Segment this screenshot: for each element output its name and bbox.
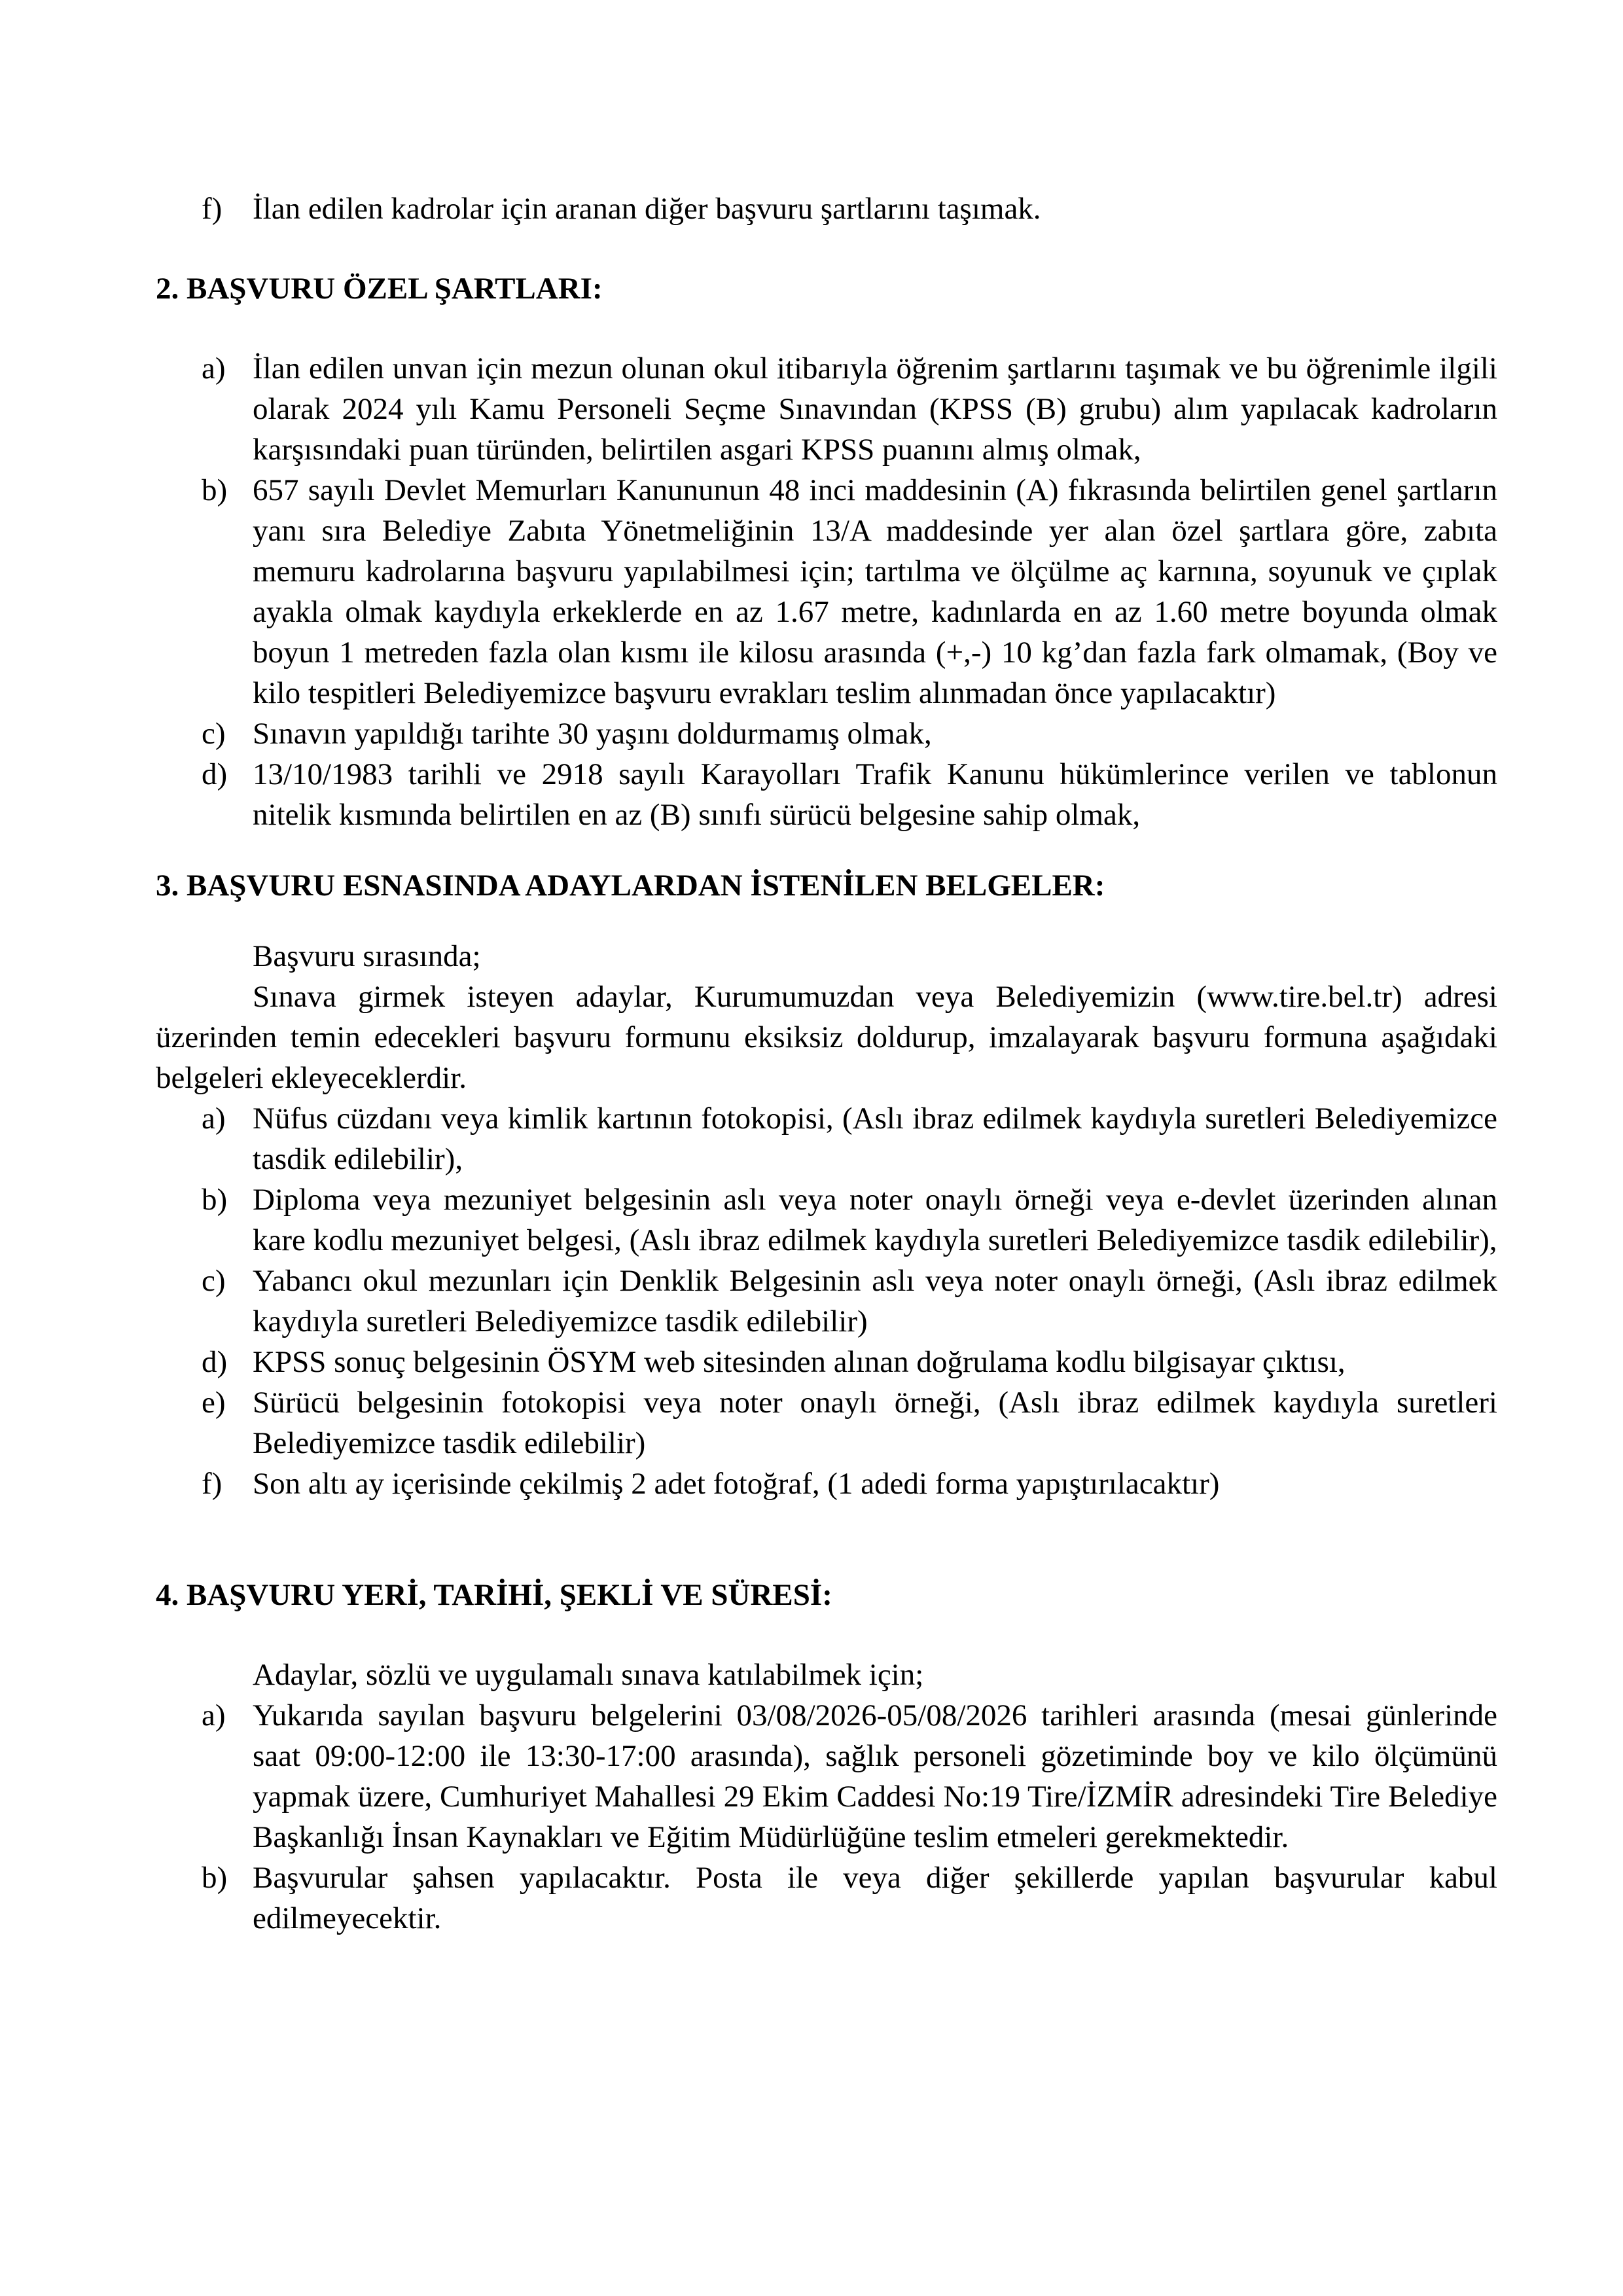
list-marker: d) — [202, 1345, 228, 1379]
list-item-text: Sürücü belgesinin fotokopisi veya noter onaylı örneği, (Aslı ibraz edilmek kaydıyla suretleri Belediyemizce tasdik edilebilir) — [253, 1386, 1497, 1460]
section-3-item-a — [156, 1098, 1497, 1179]
list-marker: f) — [202, 1467, 223, 1501]
list-marker: b) — [202, 473, 228, 507]
section-4-intro: Adaylar, sözlü ve uygulamalı sınava katılabilmek için; — [253, 1658, 924, 1692]
section-3-intro: Başvuru sırasında; — [253, 939, 481, 973]
list-item-text: 657 sayılı Devlet Memurları Kanununun 48 inci maddesinin (A) fıkrasında belirtilen genel şartların yanı sıra Belediye Zabıta Yönetmeliğinin 13/A maddesinde yer alan özel şartlara göre, zabıta memuru kadrolarına başvuru yapılabilmesi için; tartılma ve ölçülme aç karnına, soyunuk ve çıplak ayakla olmak kaydıyla erkeklerde en az 1.67 metre, kadınlarda en az 1.60 metre boyunda olmak boyun 1 metreden fazla olan kısmı ile kilosu arasında (+,-) 10 kg’dan fazla fark olmamak, (Boy ve kilo tespitleri Belediyemizce başvuru evrakları teslim alınmadan önce yapılacaktır) — [253, 473, 1497, 710]
list-item-text: İlan edilen kadrolar için aranan diğer başvuru şartlarını taşımak. — [253, 192, 1041, 226]
top-list-item — [156, 188, 1497, 229]
list-item-text: Nüfus cüzdanı veya kimlik kartının fotokopisi, (Aslı ibraz edilmek kaydıyla suretleri Belediyemizce tasdik edilebilir), — [253, 1102, 1497, 1176]
section-4-heading: 4. BAŞVURU YERİ, TARİHİ, ŞEKLİ VE SÜRESİ: — [156, 1578, 832, 1612]
list-marker: b) — [202, 1861, 228, 1895]
list-item-text: Sınavın yapıldığı tarihte 30 yaşını doldurmamış olmak, — [253, 717, 932, 751]
section-3-description: Sınava girmek isteyen adaylar, Kurumumuzdan veya Belediyemizin (www.tire.bel.tr) adresi üzerinden temin edecekleri başvuru formunu eksiksiz doldurup, imzalayarak başvuru formuna aşağıdaki belgeleri ekleyeceklerdir. — [156, 980, 1497, 1095]
list-item-text: Son altı ay içerisinde çekilmiş 2 adet fotoğraf, (1 adedi forma yapıştırılacaktır) — [253, 1467, 1220, 1501]
list-marker: a) — [202, 351, 226, 386]
section-3-item-b — [156, 1179, 1497, 1261]
section-3-item-f — [156, 1463, 1497, 1504]
section-2-item-b — [156, 470, 1497, 713]
section-3-item-c — [156, 1261, 1497, 1342]
list-item-text: KPSS sonuç belgesinin ÖSYM web sitesinden alınan doğrulama kodlu bilgisayar çıktısı, — [253, 1345, 1346, 1379]
section-3-item-d — [156, 1342, 1497, 1382]
list-item-text: Yabancı okul mezunları için Denklik Belgesinin aslı veya noter onaylı örneği, (Aslı ibraz edilmek kaydıyla suretleri Belediyemizce tasdik edilebilir) — [253, 1264, 1497, 1338]
list-marker: c) — [202, 717, 226, 751]
list-item-text: İlan edilen unvan için mezun olunan okul itibarıyla öğrenim şartlarını taşımak ve bu öğrenimle ilgili olarak 2024 yılı Kamu Personeli Seçme Sınavından (KPSS (B) grubu) alım yapılacak kadroların karşısındaki puan türünden, belirtilen asgari KPSS puanını almış olmak, — [253, 351, 1497, 467]
list-marker: a) — [202, 1698, 226, 1732]
list-marker: b) — [202, 1183, 228, 1217]
section-2-item-c — [156, 713, 1497, 754]
section-4-item-b — [156, 1857, 1497, 1939]
section-2-item-d — [156, 754, 1497, 835]
section-2-item-a — [156, 348, 1497, 470]
section-2-heading: 2. BAŞVURU ÖZEL ŞARTLARI: — [156, 272, 603, 306]
list-item-text: Yukarıda sayılan başvuru belgelerini 03/08/2026-05/08/2026 tarihleri arasında (mesai günlerinde saat 09:00-12:00 ile 13:30-17:00 arasında), sağlık personeli gözetiminde boy ve kilo ölçümünü yapmak üzere, Cumhuriyet Mahallesi 29 Ekim Caddesi No:19 Tire/İZMİR adresindeki Tire Belediye Başkanlığı İnsan Kaynakları ve Eğitim Müdürlüğüne teslim etmeleri gerekmektedir. — [253, 1698, 1497, 1854]
section-3-item-e — [156, 1382, 1497, 1463]
list-marker: e) — [202, 1386, 226, 1420]
list-marker: a) — [202, 1102, 226, 1136]
document-content — [156, 188, 1497, 1939]
list-marker: c) — [202, 1264, 226, 1298]
section-3-heading: 3. BAŞVURU ESNASINDA ADAYLARDAN İSTENİLEN BELGELER: — [156, 869, 1105, 903]
list-item-text: Diploma veya mezuniyet belgesinin aslı veya noter onaylı örneği veya e-devlet üzerinden alınan kare kodlu mezuniyet belgesi, (Aslı ibraz edilmek kaydıyla suretleri Belediyemizce tasdik edilebilir), — [253, 1183, 1497, 1257]
list-marker: d) — [202, 757, 228, 791]
list-item-text: 13/10/1983 tarihli ve 2918 sayılı Karayolları Trafik Kanunu hükümlerince verilen ve tablonun nitelik kısmında belirtilen en az (B) sınıfı sürücü belgesine sahip olmak, — [253, 757, 1497, 832]
section-4-item-a — [156, 1695, 1497, 1857]
list-marker: f) — [202, 192, 223, 226]
list-item-text: Başvurular şahsen yapılacaktır. Posta ile veya diğer şekillerde yapılan başvurular kabul edilmeyecektir. — [253, 1861, 1497, 1935]
